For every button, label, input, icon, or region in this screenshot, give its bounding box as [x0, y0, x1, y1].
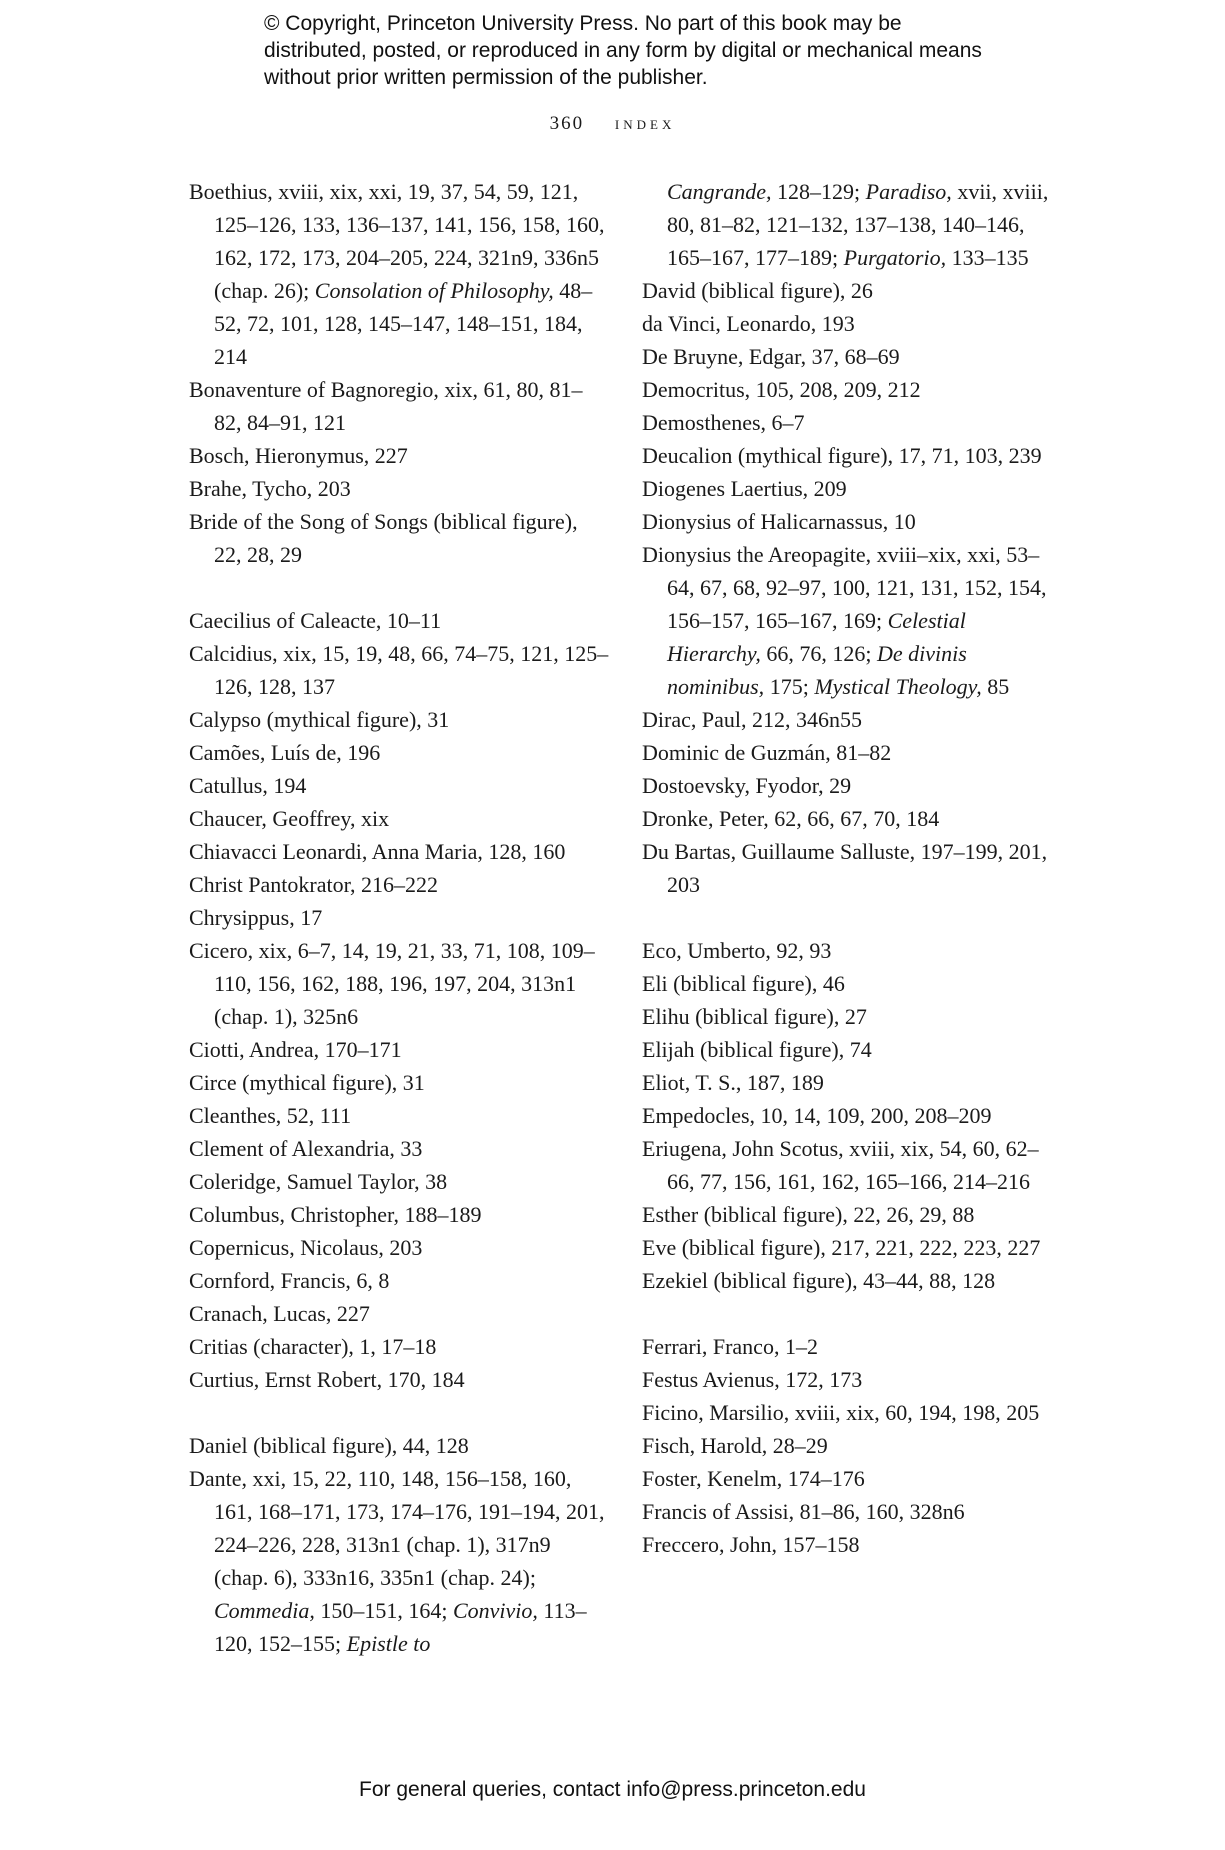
entry-text: Eriugena, John Scotus, xviii, xix, 54, 60, 62–66, 77, 156, 161, 162, 165–166, 214–216 [642, 1136, 1039, 1194]
entry-text: Dostoevsky, Fyodor, 29 [642, 773, 852, 798]
entry-text: 66, 76, 126; [760, 641, 878, 666]
index-entry [189, 868, 609, 901]
entry-text: Du Bartas, Guillaume Salluste, 197–199, 201, 203 [642, 839, 1048, 897]
entry-text: 175; [764, 674, 815, 699]
index-entry [642, 934, 1062, 967]
entry-text: Elijah (biblical figure), 74 [642, 1037, 872, 1062]
copyright-notice: © Copyright, Princeton University Press. No part of this book may be distributed, posted, or reproduced in any form by digital or mechanical means without prior written permission of the publisher. [264, 12, 982, 89]
entry-text: 113–120, 152–155; [214, 1598, 587, 1656]
work-title: Convivio, [452, 1598, 538, 1623]
letter-group-gap [189, 1396, 609, 1429]
index-entry [189, 1297, 609, 1330]
index-entry [642, 1066, 1062, 1099]
index-entry [189, 802, 609, 835]
entry-text: Daniel (biblical figure), 44, 128 [189, 1433, 469, 1458]
entry-text: 133–135 [946, 245, 1029, 270]
index-entry [189, 1132, 609, 1165]
index-entry [642, 835, 1062, 901]
work-title: Purgatorio, [843, 245, 947, 270]
entry-text: Caecilius of Caleacte, 10–11 [189, 608, 442, 633]
entry-text: Esther (biblical figure), 22, 26, 29, 88 [642, 1202, 975, 1227]
index-entry [642, 505, 1062, 538]
index-column-right [642, 175, 1062, 1561]
entry-text: Empedocles, 10, 14, 109, 200, 208–209 [642, 1103, 992, 1128]
letter-group-gap [642, 901, 1062, 934]
entry-text: Diogenes Laertius, 209 [642, 476, 847, 501]
index-entry [189, 637, 609, 703]
entry-text: Chaucer, Geoffrey, xix [189, 806, 390, 831]
index-entry-continuation [642, 175, 1062, 274]
entry-text: Ciotti, Andrea, 170–171 [189, 1037, 402, 1062]
entry-text: Elihu (biblical figure), 27 [642, 1004, 867, 1029]
index-entry [189, 1363, 609, 1396]
index-entry [642, 1462, 1062, 1495]
entry-text: Fisch, Harold, 28–29 [642, 1433, 828, 1458]
index-entry [189, 472, 609, 505]
running-head [0, 113, 1225, 135]
entry-text: Eli (biblical figure), 46 [642, 971, 845, 996]
index-entry [642, 439, 1062, 472]
index-entry [642, 274, 1062, 307]
entry-text: Ficino, Marsilio, xviii, xix, 60, 194, 198, 205 [642, 1400, 1040, 1425]
index-entry [189, 835, 609, 868]
entry-text: Eve (biblical figure), 217, 221, 222, 223, 227 [642, 1235, 1041, 1260]
entry-text: Deucalion (mythical figure), 17, 71, 103, 239 [642, 443, 1042, 468]
letter-group-gap [642, 1297, 1062, 1330]
index-entry [642, 1429, 1062, 1462]
index-entry [189, 1264, 609, 1297]
entry-text: Eliot, T. S., 187, 189 [642, 1070, 824, 1095]
entry-text: Dronke, Peter, 62, 66, 67, 70, 184 [642, 806, 940, 831]
entry-text: Bosch, Hieronymus, 227 [189, 443, 408, 468]
work-title: Celestial Hierarchy, [667, 608, 966, 666]
entry-text: Circe (mythical figure), 31 [189, 1070, 425, 1095]
entry-text: 128–129; [771, 179, 866, 204]
index-entry [642, 1198, 1062, 1231]
index-entry [642, 1132, 1062, 1198]
work-title: Commedia, [214, 1598, 315, 1623]
work-title: Epistle to [346, 1631, 431, 1656]
letter-group-gap [189, 571, 609, 604]
entry-text: Critias (character), 1, 17–18 [189, 1334, 437, 1359]
entry-text: da Vinci, Leonardo, 193 [642, 311, 855, 336]
entry-text: Foster, Kenelm, 174–176 [642, 1466, 865, 1491]
entry-text: Dionysius of Halicarnassus, 10 [642, 509, 916, 534]
index-entry [642, 1231, 1062, 1264]
index-entry [642, 307, 1062, 340]
work-title: Mystical Theology, [814, 674, 982, 699]
entry-text: Calypso (mythical figure), 31 [189, 707, 450, 732]
entry-text: 150–151, 164; [314, 1598, 453, 1623]
entry-text: Clement of Alexandria, 33 [189, 1136, 423, 1161]
entry-text: Bride of the Song of Songs (biblical figure), 22, 28, 29 [189, 509, 578, 567]
entry-text: Catullus, 194 [189, 773, 307, 798]
index-entry [189, 1330, 609, 1363]
entry-text: Boethius, xviii, xix, xxi, 19, 37, 54, 59, 121, 125–126, 133, 136–137, 141, 156, 158, 160, 162, 172, 173, 204–205, 224, 321n9, 336n5 (chap. 26); [189, 179, 605, 303]
entry-text: Bonaventure of Bagnoregio, xix, 61, 80, 81–82, 84–91, 121 [189, 377, 583, 435]
entry-text: Curtius, Ernst Robert, 170, 184 [189, 1367, 465, 1392]
entry-text: 48–52, 72, 101, 128, 145–147, 148–151, 184, 214 [214, 278, 593, 369]
index-entry [642, 1033, 1062, 1066]
index-entry [642, 1528, 1062, 1561]
index-entry [642, 538, 1062, 703]
entry-text: Dante, xxi, 15, 22, 110, 148, 156–158, 160, 161, 168–171, 173, 174–176, 191–194, 201, 224–226, 228, 313n1 (chap. 1), 317n9 (chap. 6), 333n16, 335n1 (chap. 24); [189, 1466, 605, 1590]
entry-text: Calcidius, xix, 15, 19, 48, 66, 74–75, 121, 125–126, 128, 137 [189, 641, 609, 699]
entry-text: Ezekiel (biblical figure), 43–44, 88, 128 [642, 1268, 996, 1293]
work-title: Cangrande, [667, 179, 772, 204]
index-entry [642, 1099, 1062, 1132]
index-entry [642, 340, 1062, 373]
page-number: 360 [549, 113, 585, 134]
index-entry [189, 1429, 609, 1462]
index-entry [189, 1462, 609, 1660]
entry-text: Eco, Umberto, 92, 93 [642, 938, 832, 963]
entry-text: Dirac, Paul, 212, 346n55 [642, 707, 862, 732]
index-entry [189, 439, 609, 472]
index-entry [642, 472, 1062, 505]
index-entry [642, 1363, 1062, 1396]
index-entry [189, 1165, 609, 1198]
section-title: index [614, 113, 676, 134]
entry-text: Camões, Luís de, 196 [189, 740, 381, 765]
index-entry [189, 505, 609, 571]
entry-text: Brahe, Tycho, 203 [189, 476, 351, 501]
entry-text: Ferrari, Franco, 1–2 [642, 1334, 818, 1359]
entry-text: Francis of Assisi, 81–86, 160, 328n6 [642, 1499, 965, 1524]
index-entry [642, 1396, 1062, 1429]
entry-text: Dionysius the Areopagite, xviii–xix, xxi, 53–64, 67, 68, 92–97, 100, 121, 131, 152, 154, 156–157, 165–167, 169; [642, 542, 1047, 633]
entry-text: Coleridge, Samuel Taylor, 38 [189, 1169, 448, 1194]
entry-text: David (biblical figure), 26 [642, 278, 873, 303]
index-entry [642, 769, 1062, 802]
index-entry [642, 802, 1062, 835]
work-title: Consolation of Philosophy, [314, 278, 554, 303]
entry-text: 85 [981, 674, 1010, 699]
index-entry [642, 1264, 1062, 1297]
index-entry [189, 901, 609, 934]
index-entry [189, 1231, 609, 1264]
index-entry [189, 604, 609, 637]
entry-text: Demosthenes, 6–7 [642, 410, 805, 435]
index-entry [642, 703, 1062, 736]
index-entry [642, 1000, 1062, 1033]
index-entry [189, 1099, 609, 1132]
footer-contact: For general queries, contact info@press.princeton.edu [359, 1778, 866, 1801]
entry-text: Copernicus, Nicolaus, 203 [189, 1235, 423, 1260]
index-entry [642, 736, 1062, 769]
index-entry [189, 934, 609, 1033]
index-entry [189, 373, 609, 439]
index-entry [642, 1330, 1062, 1363]
index-entry [189, 769, 609, 802]
entry-text: Dominic de Guzmán, 81–82 [642, 740, 892, 765]
index-entry [189, 175, 609, 373]
entry-text: xvii, xviii, 80, 81–82, 121–132, 137–138, 140–146, 165–167, 177–189; [667, 179, 1049, 270]
work-title: De divinis nominibus, [667, 641, 967, 699]
entry-text: Festus Avienus, 172, 173 [642, 1367, 863, 1392]
index-entry [642, 1495, 1062, 1528]
index-entry [189, 703, 609, 736]
entry-text: Chiavacci Leonardi, Anna Maria, 128, 160 [189, 839, 566, 864]
index-entry [189, 736, 609, 769]
entry-text: De Bruyne, Edgar, 37, 68–69 [642, 344, 900, 369]
entry-text: Christ Pantokrator, 216–222 [189, 872, 439, 897]
entry-text: Cornford, Francis, 6, 8 [189, 1268, 390, 1293]
entry-text: Freccero, John, 157–158 [642, 1532, 860, 1557]
entry-text: Cranach, Lucas, 227 [189, 1301, 370, 1326]
index-column-left [189, 175, 609, 1660]
index-entry [189, 1033, 609, 1066]
index-entry [642, 967, 1062, 1000]
index-entry [189, 1198, 609, 1231]
index-entry [189, 1066, 609, 1099]
entry-text: Columbus, Christopher, 188–189 [189, 1202, 482, 1227]
index-entry [642, 373, 1062, 406]
entry-text: Cicero, xix, 6–7, 14, 19, 21, 33, 71, 108, 109–110, 156, 162, 188, 196, 197, 204, 313n1 (chap. 1), 325n6 [189, 938, 595, 1029]
entry-text: Democritus, 105, 208, 209, 212 [642, 377, 921, 402]
entry-text: Chrysippus, 17 [189, 905, 323, 930]
work-title: Paradiso, [865, 179, 952, 204]
entry-text: Cleanthes, 52, 111 [189, 1103, 352, 1128]
index-entry [642, 406, 1062, 439]
